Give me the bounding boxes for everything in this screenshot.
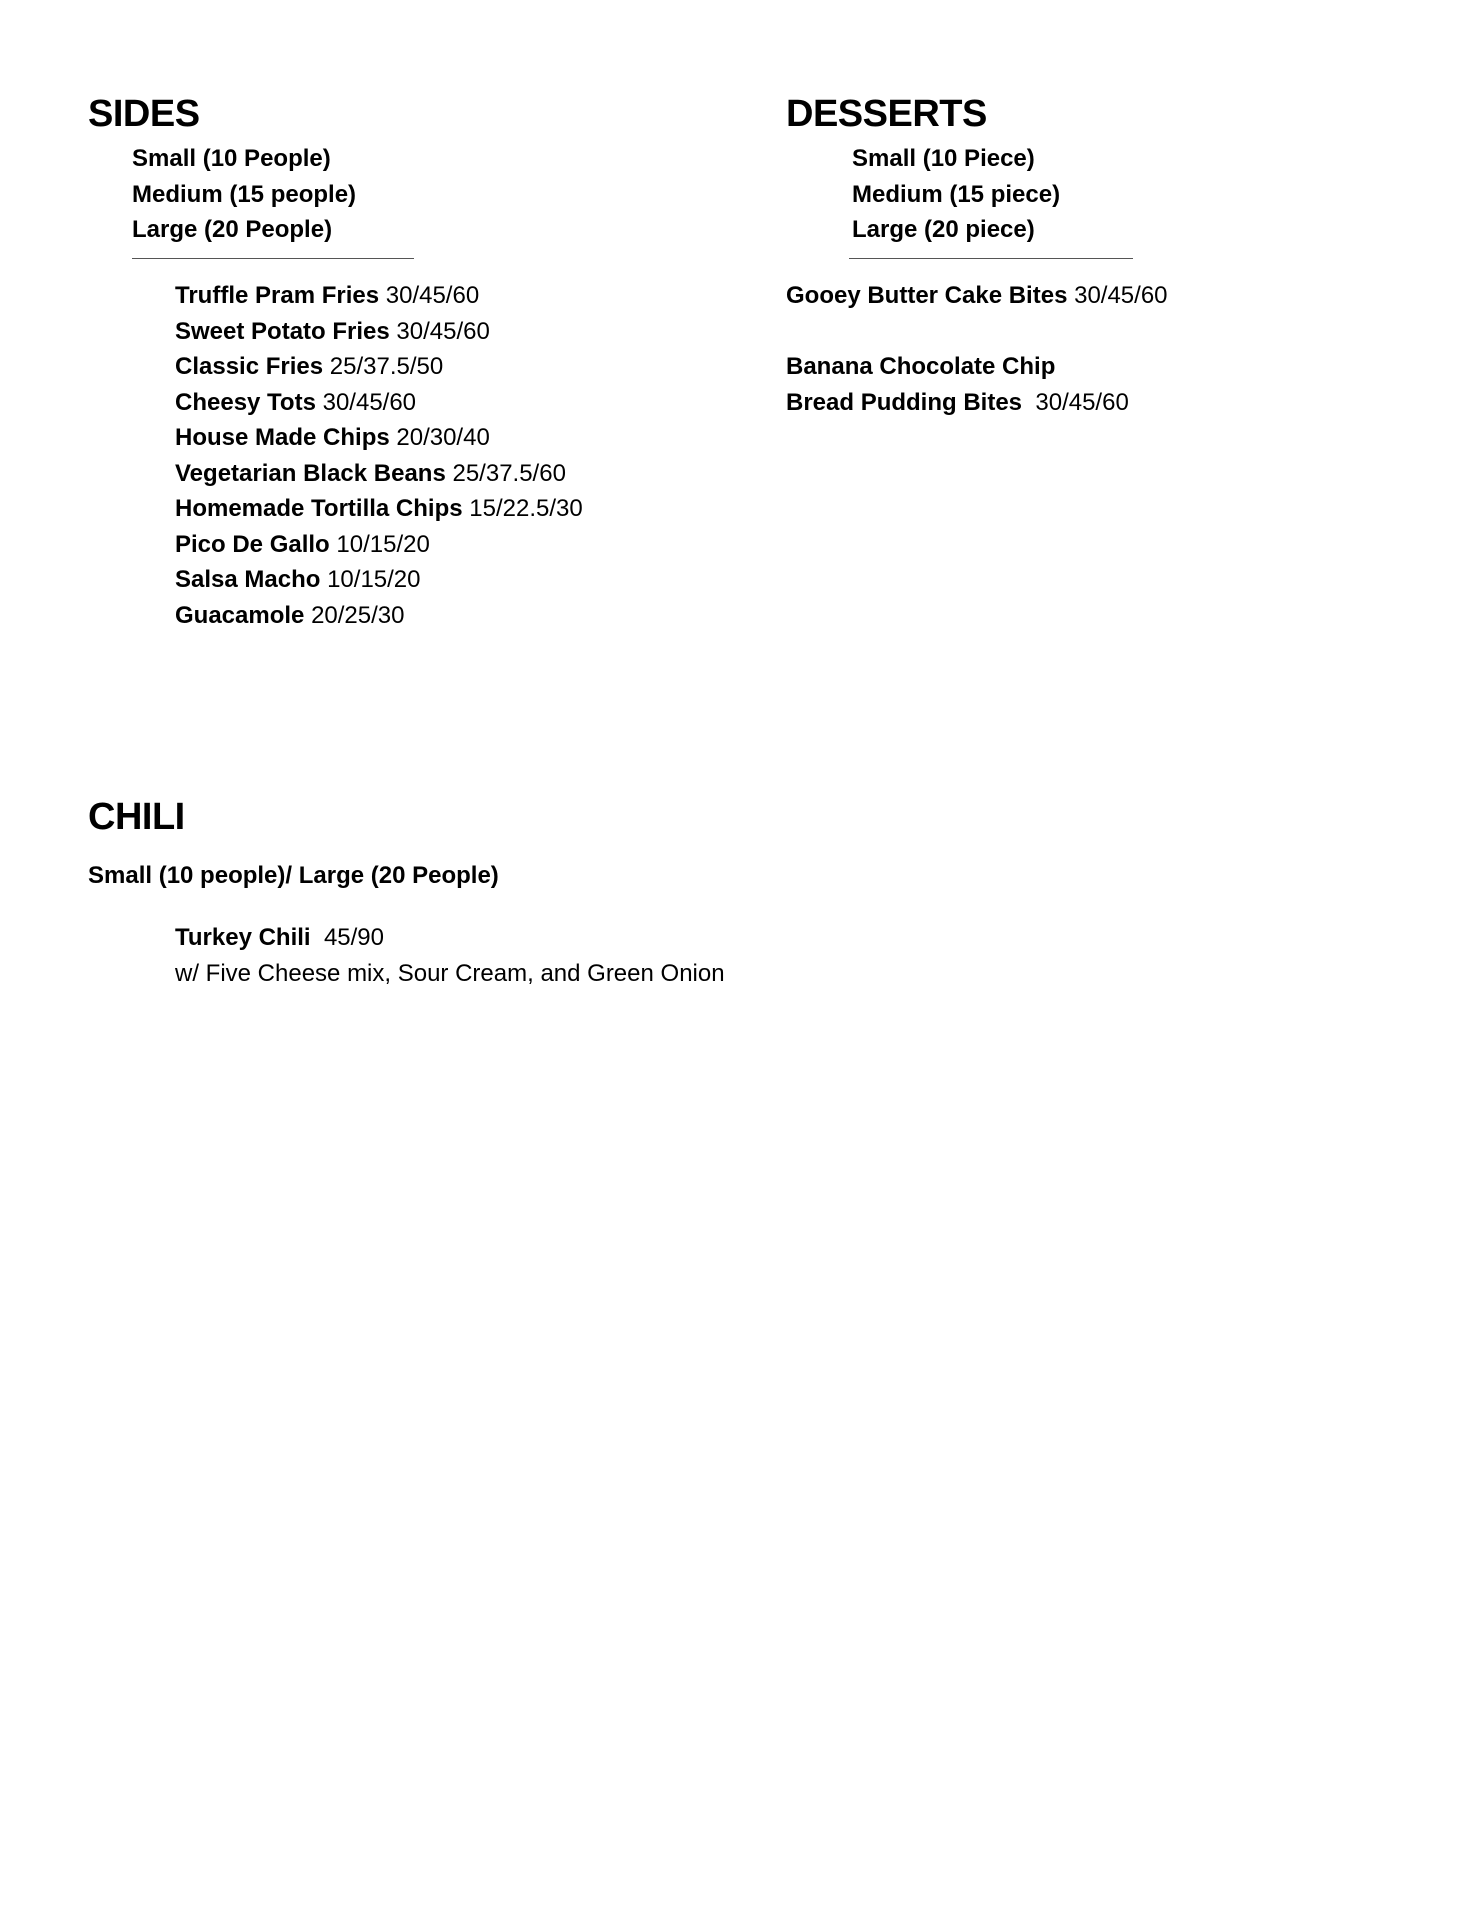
chili-title: CHILI [88,796,185,838]
list-item [786,385,1168,421]
list-item [175,385,583,421]
item-price: 10/15/20 [336,530,430,558]
list-item [175,456,583,492]
item-name-line1: Banana Chocolate Chip [786,353,1056,380]
item-price: 10/15/20 [327,566,421,593]
list-item [786,349,1168,385]
item-price: 30/45/60 [1035,388,1129,416]
desserts-size-list [852,141,1060,248]
item-price: 30/45/60 [322,388,417,416]
sides-size-medium: Medium (15 people) [132,180,357,208]
sides-size-list [132,141,356,248]
sides-title: SIDES [88,93,200,135]
desserts-size-medium: Medium (15 piece) [852,180,1061,208]
item-name: Sweet Potato Fries [175,317,390,345]
item-name: Pico De Gallo [175,530,330,558]
list-item [175,562,583,598]
desserts-item-list [786,278,1168,420]
item-spacer [786,314,1168,350]
desserts-size-large: Large (20 piece) [852,216,1035,243]
item-name: Vegetarian Black Beans [175,459,446,487]
list-item [175,598,583,634]
desserts-size-small: Small (10 Piece) [852,145,1035,172]
item-price: 25/37.5/60 [452,459,566,487]
sides-size-small: Small (10 People) [132,145,331,172]
list-item [175,920,725,956]
item-price: 25/37.5/50 [329,353,444,380]
item-name: Gooey Butter Cake Bites [786,282,1068,309]
list-item [175,349,583,385]
chili-item-list [175,920,725,991]
item-price: 15/22.5/30 [469,495,583,522]
item-name: Salsa Macho [175,566,321,593]
sides-size-large: Large (20 People) [132,216,333,243]
desserts-divider [849,258,1133,259]
chili-size-line: Small (10 people)/ Large (20 People) [88,862,499,889]
item-name: Turkey Chili [175,924,311,951]
item-name: Truffle Pram Fries [175,282,380,309]
item-name: Cheesy Tots [175,388,316,416]
list-item [175,527,583,563]
item-price: 20/25/30 [311,601,405,629]
desserts-title: DESSERTS [786,93,987,135]
list-item [175,314,583,350]
list-item [175,420,583,456]
item-price: 45/90 [323,924,384,951]
item-price: 30/45/60 [1074,282,1168,309]
item-name: House Made Chips [175,424,390,451]
item-price: 20/30/40 [396,424,490,451]
sides-divider [132,258,414,259]
sides-item-list [175,278,583,633]
item-name: Homemade Tortilla Chips [175,495,463,522]
item-name: Classic Fries [175,353,324,380]
list-item [175,491,583,527]
list-item [175,278,583,314]
item-name: Bread Pudding Bites [786,388,1023,416]
list-item [786,278,1168,314]
item-name: Guacamole [175,601,305,629]
item-description: w/ Five Cheese mix, Sour Cream, and Green Onion [175,959,725,987]
item-price: 30/45/60 [396,317,490,345]
item-price: 30/45/60 [385,282,480,309]
